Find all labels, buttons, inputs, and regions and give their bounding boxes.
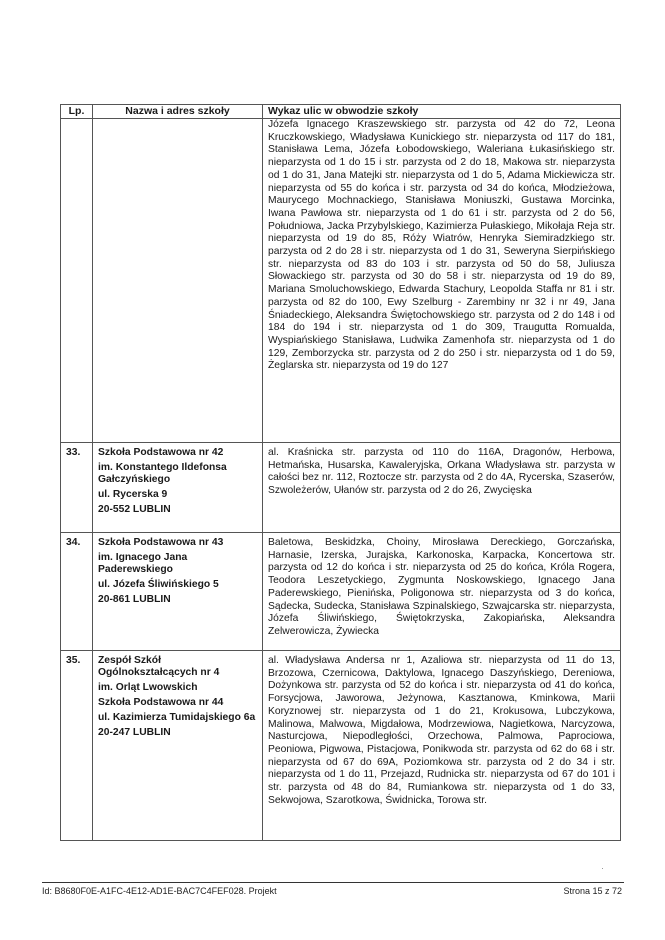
- row-streets: Baletowa, Beskidzka, Choiny, Mirosława Dereckiego, Gorczańska, Harnasie, Izerska, Jurajska, Karkonoska, Karpacka, Koncertowa str. parzysta od 12 do końca i str. nieparzysta od 25 do końca, Króla Rogera, Teodora Leszetyckiego, Zygmunta Noskowskiego, Ignacego Jana Paderewskiego, Pienińska, Poligonowa str. nieparzysta od 3 do końca, Sądecka, Sudecka, Stanisława Szpinalskiego, Szwajcarska str. nieparzysta, Józefa Śliwińskiego, Świętokrzyska, Zakopiańska, Aleksandra Zelwerowicza, Żywiecka: [263, 533, 621, 651]
- school-city-line: 20-552 LUBLIN: [98, 504, 171, 515]
- table-row: [61, 119, 621, 443]
- school-street-line: ul. Rycerska 9: [98, 489, 168, 500]
- school-name-line: Szkoła Podstawowa nr 42: [98, 447, 224, 458]
- footer-page-number: Strona 15 z 72: [563, 886, 622, 896]
- footer-document-id: Id: B8680F0E-A1FC-4E12-AD1E-BAC7C4FEF028. Projekt: [42, 886, 277, 896]
- table-header-row: [61, 105, 621, 119]
- school-patron-line: im. Ignacego Jana Paderewskiego: [98, 552, 188, 575]
- header-school-name: Nazwa i adres szkoły: [93, 105, 263, 119]
- school-city-line: 20-861 LUBLIN: [98, 594, 171, 605]
- row-lp: 34.: [61, 533, 93, 651]
- row-streets: al. Władysława Andersa nr 1, Azaliowa str. nieparzysta od 11 do 13, Brzozowa, Czernicowa, Daktylowa, Ignacego Daszyńskiego, Dereniowa, Dożynkowa str. parzysta od 52 do końca i str. nieparzysta od 41 do końca, Forsycjowa, Jaworowa, Jeżynowa, Kasztanowa, Kminkowa, Marii Koryznowej str. nieparzysta od 1 do 21, Krokusowa, Lubczykowa, Malinowa, Malwowa, Migdałowa, Modrzewiowa, Nagietkowa, Narcyzowa, Nasturcjowa, Niepodległości, Orzechowa, Palmowa, Paprociowa, Peoniowa, Pigwowa, Pistacjowa, Ponikwoda str. parzysta od 62 do 68 i str. nieparzysta od 67 do 69A, Poziomkowa str. parzysta od 2 do 34 i str. nieparzysta od 1 do 11, Przejazd, Rudnicka str. nieparzysta od 67 do 101 i str. parzysta od 48 do 84, Rumiankowa str. nieparzysta od 1 do 33, Sekwojowa, Szarotkowa, Świdnicka, Torowa str.: [263, 651, 621, 841]
- school-district-table: [60, 104, 621, 841]
- row-school-name: [93, 119, 263, 443]
- school-name-line: Zespół Szkół Ogólnokształcących nr 4: [98, 655, 220, 678]
- table-row: [61, 443, 621, 533]
- row-lp: 33.: [61, 443, 93, 533]
- row-school-name: [93, 651, 263, 841]
- header-streets: Wykaz ulic w obwodzie szkoły: [263, 105, 621, 119]
- row-lp: [61, 119, 93, 443]
- school-patron-line: im. Orląt Lwowskich: [98, 682, 198, 693]
- table-row: [61, 651, 621, 841]
- row-school-name: [93, 533, 263, 651]
- school-patron-line: im. Konstantego Ildefonsa Gałczyńskiego: [98, 462, 227, 485]
- header-lp: Lp.: [61, 105, 93, 119]
- table-row: [61, 533, 621, 651]
- row-lp: 35.: [61, 651, 93, 841]
- school-subname-line: Szkoła Podstawowa nr 44: [98, 697, 224, 708]
- footer-divider: [42, 882, 624, 883]
- scan-artifact: [602, 868, 603, 869]
- school-city-line: 20-247 LUBLIN: [98, 727, 171, 738]
- school-street-line: ul. Józefa Śliwińskiego 5: [98, 579, 219, 590]
- school-name-line: Szkoła Podstawowa nr 43: [98, 537, 224, 548]
- row-streets: Józefa Ignacego Kraszewskiego str. parzysta od 42 do 72, Leona Kruczkowskiego, Władysława Kunickiego str. nieparzysta od 117 do 181, Stanisława Lema, Józefa Łobodowskiego, Waleriana Łukasińskiego str. nieparzysta od 1 do 15 i str. parzysta od 2 do 18, Makowa str. nieparzysta od 1 do 31, Jana Matejki str. nieparzysta od 1 do 5, Adama Mickiewicza str. nieparzysta od 55 do końca i str. parzysta od 34 do końca, Młodzieżowa, Maurycego Mochnackiego, Stanisława Moniuszki, Gustawa Morcinka, Iwana Pawłowa str. nieparzysta od 1 do 61 i str. parzysta od 2 do 56, Południowa, Jacka Przybylskiego, Kazimierza Pułaskiego, Mikołaja Reja str. nieparzysta od 19 do 85, Róży Wiatrów, Henryka Siemiradzkiego str. parzysta od 2 do 28 i str. nieparzysta od 1 do 31, Seweryna Sierpińskiego str. nieparzysta od 83 do 103 i str. parzysta od 50 do 58, Juliusza Słowackiego str. parzysta od 30 do 58 i str. nieparzysta od 19 do 89, Mariana Smoluchowskiego, Edwarda Stachury, Leopolda Staffa nr 81 i str. parzysta od 82 do 100, Ewy Szelburg - Zarembiny nr 32 i nr 49, Jana Śniadeckiego, Aleksandra Świętochowskiego str. parzysta od 2 do 148 i od 184 do 194 i str. nieparzysta od 1 do 309, Traugutta Romualda, Wyspiańskiego Stanisława, Ludwika Zamenhofa str. nieparzysta od 1 do 129, Zemborzycka str. parzysta od 2 do 250 i str. nieparzysta od 1 do 59, Żeglarska str. nieparzysta od 19 do 127: [263, 119, 621, 443]
- row-streets: al. Kraśnicka str. parzysta od 110 do 116A, Dragonów, Herbowa, Hetmańska, Husarska, Kawaleryjska, Orkana Władysława str. parzysta w całości bez nr. 112, Roztocze str. parzysta od 2 do 4A, Rycerska, Szaserów, Szwoleżerów, Ułanów str. parzysta od 2 do 26, Zwycięska: [263, 443, 621, 533]
- school-street-line: ul. Kazimierza Tumidajskiego 6a: [98, 712, 256, 723]
- row-school-name: [93, 443, 263, 533]
